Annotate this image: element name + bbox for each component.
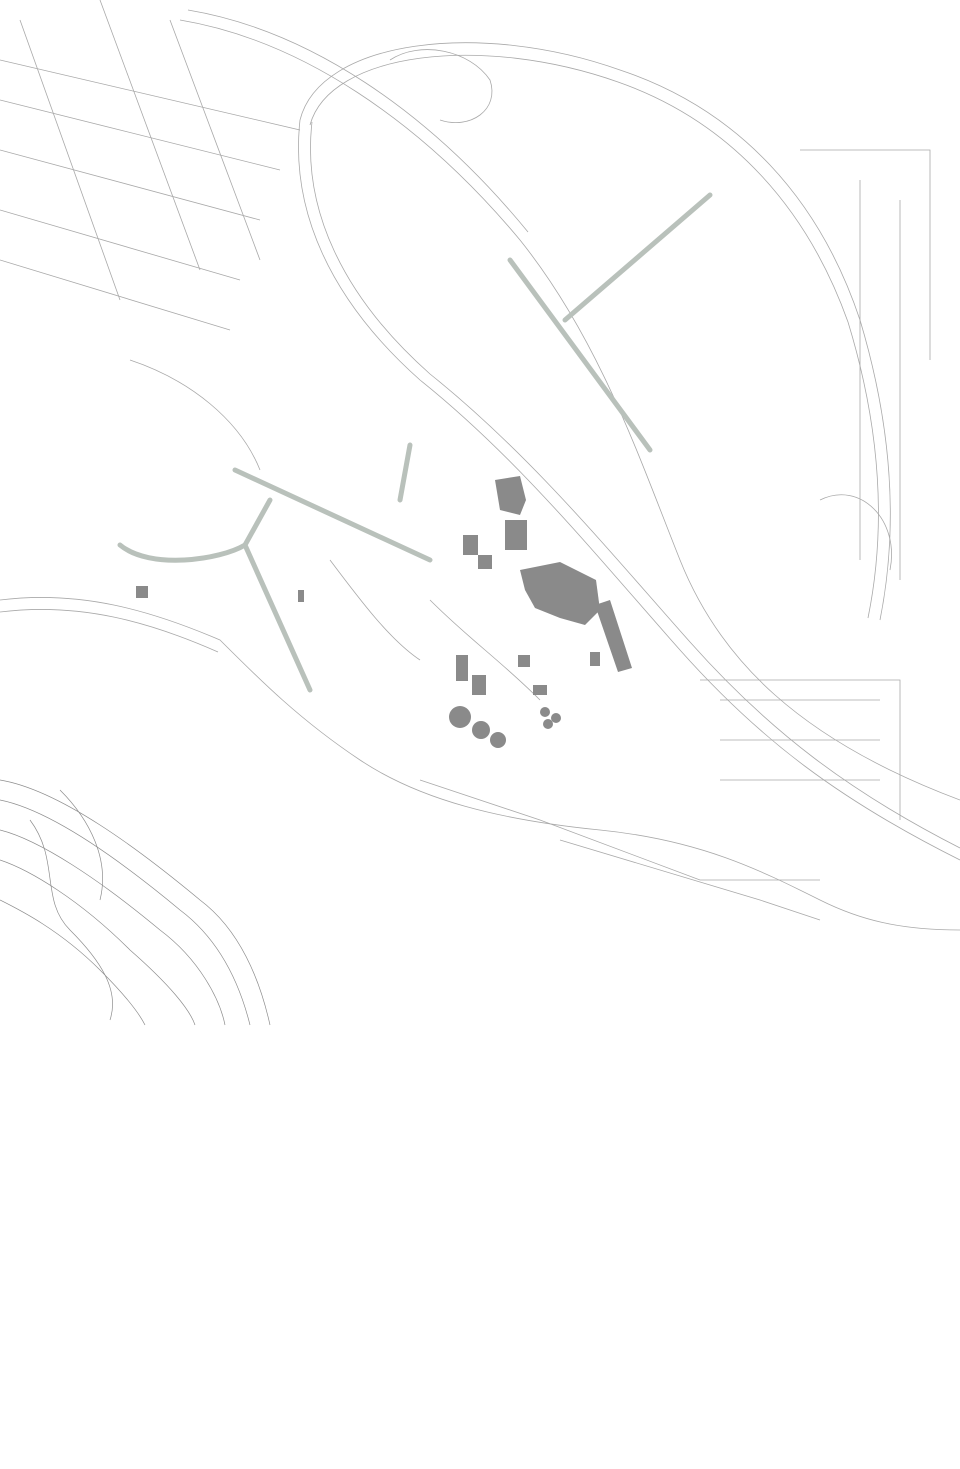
legend-swatch-new xyxy=(48,1255,80,1273)
legend-swatch-existing xyxy=(48,1293,80,1311)
legend-item-new-building xyxy=(48,1253,92,1275)
legend-item-existing-building xyxy=(48,1291,92,1313)
